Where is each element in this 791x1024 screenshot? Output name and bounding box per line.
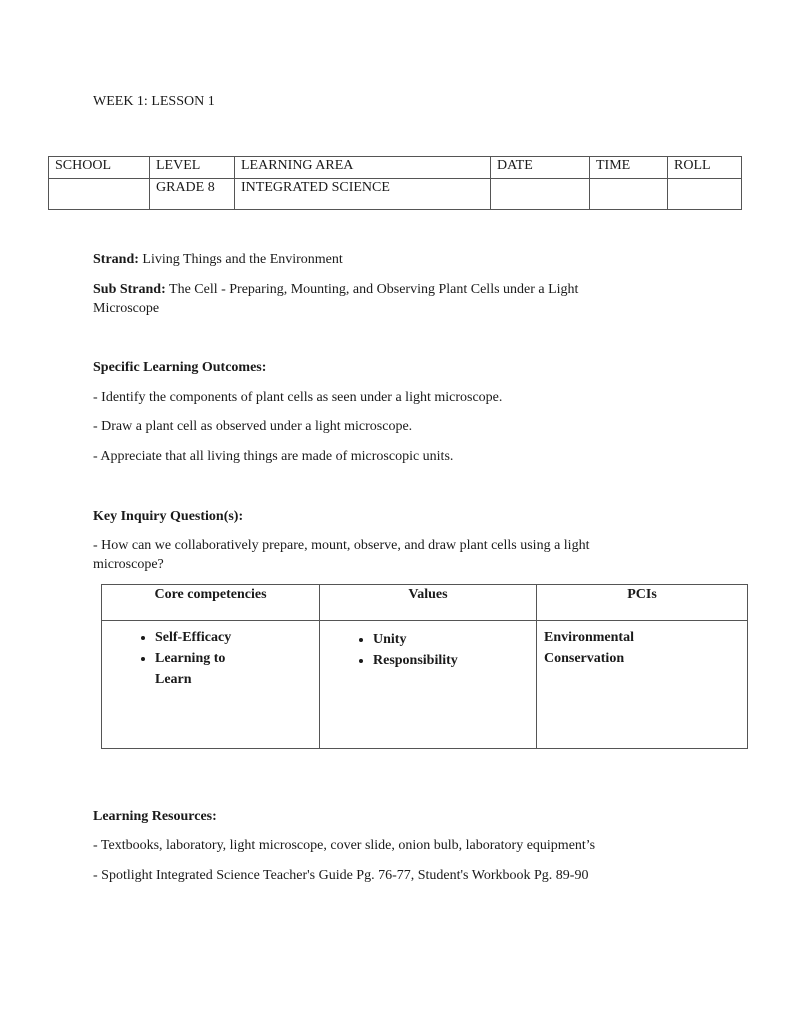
pcis-cell — [537, 621, 748, 749]
sub-strand-value: The Cell - Preparing, Mounting, and Observing Plant Cells under a Light — [169, 282, 579, 297]
values-header: Values — [320, 585, 537, 621]
strand-label: Strand: — [93, 252, 139, 267]
inquiry-title: Key Inquiry Question(s): — [93, 509, 244, 524]
week-lesson-heading: WEEK 1: LESSON 1 — [93, 94, 215, 109]
lesson-info-table — [48, 156, 742, 210]
roll-header: ROLL — [668, 157, 742, 179]
outcomes-title: Specific Learning Outcomes: — [93, 360, 267, 375]
competencies-table — [101, 584, 748, 749]
sub-strand-continuation: Microscope — [93, 301, 160, 316]
value-item: • Unity — [373, 629, 535, 650]
school-cell[interactable] — [49, 179, 150, 210]
competencies-header-row — [102, 585, 748, 621]
core-competencies-header: Core competencies — [102, 585, 320, 621]
info-header-row — [49, 157, 742, 179]
inquiry-question-continuation: microscope? — [93, 557, 164, 572]
time-cell[interactable] — [590, 179, 668, 210]
outcome-item: - Appreciate that all living things are made of microscopic units. — [93, 449, 454, 464]
school-header: SCHOOL — [49, 157, 150, 179]
strand-value: Living Things and the Environment — [142, 252, 343, 267]
competencies-data-row — [102, 621, 748, 749]
competency-item: • Learning to Learn — [155, 648, 265, 690]
pcis-header: PCIs — [537, 585, 748, 621]
value-item: • Responsibility — [373, 650, 535, 671]
time-header: TIME — [590, 157, 668, 179]
roll-cell[interactable] — [668, 179, 742, 210]
inquiry-question: - How can we collaboratively prepare, mount, observe, and draw plant cells using a light — [93, 538, 590, 553]
date-header: DATE — [491, 157, 590, 179]
values-cell — [320, 621, 537, 749]
pci-line: Conservation — [544, 651, 625, 666]
resource-item: - Spotlight Integrated Science Teacher's Guide Pg. 76-77, Student's Workbook Pg. 89-90 — [93, 868, 589, 883]
learning-area-cell: INTEGRATED SCIENCE — [235, 179, 491, 210]
pci-line: Environmental — [544, 630, 634, 645]
resources-title: Learning Resources: — [93, 809, 217, 824]
level-cell: GRADE 8 — [150, 179, 235, 210]
learning-area-header: LEARNING AREA — [235, 157, 491, 179]
outcome-item: - Identify the components of plant cells as seen under a light microscope. — [93, 390, 503, 405]
date-cell[interactable] — [491, 179, 590, 210]
strand-line — [93, 250, 343, 269]
resource-item: - Textbooks, laboratory, light microscope, cover slide, onion bulb, laboratory equipment’s — [93, 838, 596, 853]
core-competencies-cell — [102, 621, 320, 749]
info-value-row — [49, 179, 742, 210]
level-header: LEVEL — [150, 157, 235, 179]
outcome-item: - Draw a plant cell as observed under a light microscope. — [93, 419, 413, 434]
sub-strand-line — [93, 280, 578, 299]
sub-strand-label: Sub Strand: — [93, 282, 166, 297]
competency-item: • Self-Efficacy — [155, 627, 265, 648]
